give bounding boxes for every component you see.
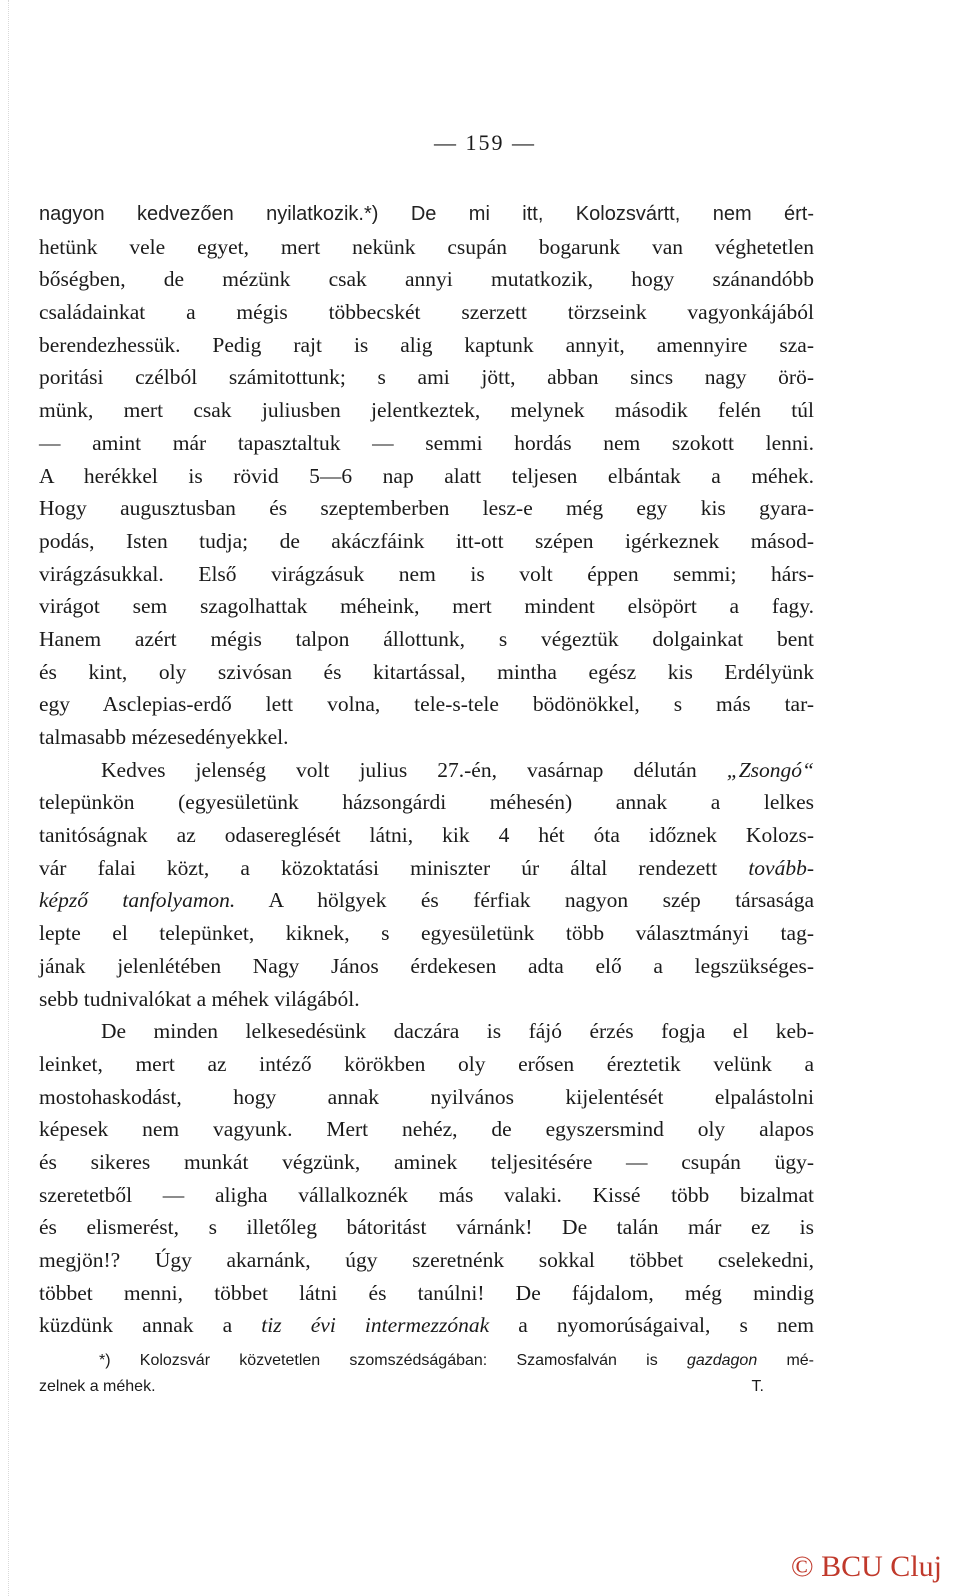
body-line: berendezhessük. Pedig rajt is alig kaptunk annyit, amennyire sza- [39, 332, 814, 357]
page-number: — 159 — [434, 130, 536, 155]
footnote-line-1: *) Kolozsvár közvetetlen szomszédságában: Szamosfalván is gazdagon mé- [99, 1352, 815, 1369]
footnote-signature: T. [751, 1378, 764, 1395]
body-line: képző tanfolyamon. A hölgyek és férfiak nagyon szép társasága [39, 888, 814, 913]
body-line: Kedves jelenség volt julius 27.-én, vasárnap délután „Zsongó“ [101, 757, 814, 782]
body-line: nagyon kedvezően nyilatkozik.*) De mi itt, Kolozsvártt, nem ért- [39, 203, 814, 225]
body-line: virágzásukkal. Első virágzásuk nem is volt éppen semmi; hárs- [39, 561, 814, 586]
body-line: Hogy augusztusban és szeptemberben lesz-e még egy kis gyara- [39, 496, 814, 521]
italic-emphasis: képző tanfolyamon. [39, 888, 236, 913]
body-line: megjön!? Úgy akarnánk, úgy szeretnénk sokkal többet cselekedni, [39, 1248, 814, 1272]
italic-emphasis: „Zsongó“ [726, 757, 814, 782]
body-line: tanitóságnak az odasereglését látni, kik 4 hét óta időznek Kolozs- [39, 823, 814, 848]
body-line: képesek nem vagyunk. Mert nehéz, de egyszersmind oly alapos [39, 1117, 814, 1142]
body-line: lepte el telepünket, kiknek, s egyesületünk több választmányi tag- [39, 921, 814, 946]
body-line: sebb tudnivalókat a méhek világából. [39, 986, 360, 1011]
body-line: virágot sem szagolhattak méheink, mert mindent elsöpört a fagy. [39, 594, 814, 619]
body-line: talmasabb mézesedényekkel. [39, 725, 289, 749]
body-line: egy Asclepias-erdő lett volna, tele-s-tele bödönökkel, s más tar- [39, 692, 814, 717]
body-line: telepünkön (egyesületünk házsongárdi méhesén) annak a lelkes [39, 790, 814, 815]
body-line: szeretetből — aligha vállalkoznék más valaki. Kissé több bizalmat [39, 1182, 814, 1207]
body-line: münk, mert csak juliusben jelentkeztek, melynek második felén túl [39, 398, 814, 423]
body-line: podás, Isten tudja; de akáczfáink itt-ott szépen igérkeznek másod- [39, 528, 814, 553]
body-line: és kint, oly szivósan és kitartással, mintha egész kis Erdélyünk [39, 659, 814, 684]
body-line: mostohaskodást, hogy annak nyilvános kijelentését elpalástolni [39, 1084, 814, 1109]
scan-margin-edge [8, 0, 11, 1596]
body-line: hetünk vele egyet, mert nekünk csupán bogarunk van véghetetlen [39, 234, 814, 259]
body-line: és sikeres munkát végzünk, aminek teljesitésére — csupán ügy- [39, 1149, 814, 1174]
body-line: — amint már tapasztaltuk — semmi hordás nem szokott lenni. [39, 430, 814, 455]
italic-emphasis: gazdagon [686, 1352, 758, 1369]
footnote-line-2-text: zelnek a méhek. [39, 1378, 156, 1395]
body-line: Hanem azért mégis talpon állottunk, s végeztük dolgainkat bent [39, 626, 814, 651]
body-line: többet menni, többet látni és tanúlni! De fájdalom, még mindig [39, 1280, 814, 1305]
italic-emphasis: tiz évi intermezzónak [261, 1313, 490, 1338]
body-line: családainkat a mégis többecskét szerzett törzseink vagyonkájából [39, 300, 814, 325]
body-line: vár falai közt, a közoktatási miniszter úr által rendezett tovább- [39, 855, 814, 880]
library-watermark: © BCU Cluj [790, 1550, 942, 1583]
body-line: jának jelenlétében Nagy János érdekesen adta elő a legszükséges- [39, 953, 814, 978]
body-line: és elismerést, s illetőleg bátoritást várnánk! De talán már ez is [39, 1215, 814, 1240]
body-line: De minden lelkesedésünk daczára is fájó érzés fogja el keb- [101, 1019, 814, 1044]
body-line: küzdünk annak a tiz évi intermezzónak a nyomorúságaival, s nem [39, 1313, 814, 1338]
body-line: bőségben, de mézünk csak annyi mutatkozik, hogy szánandóbb [39, 267, 814, 292]
italic-emphasis: tovább- [748, 855, 814, 880]
body-line: poritási czélból számitottunk; s ami jött, abban sincs nagy örö- [39, 365, 814, 390]
footnote-line-2 [39, 1374, 814, 1400]
body-line: A herékkel is rövid 5—6 nap alatt teljesen elbántak a méhek. [39, 463, 814, 488]
footnote [39, 1348, 814, 1400]
body-line: leinket, mert az intéző körökben oly erősen éreztetik velünk a [39, 1051, 814, 1076]
body-text [39, 198, 814, 1342]
